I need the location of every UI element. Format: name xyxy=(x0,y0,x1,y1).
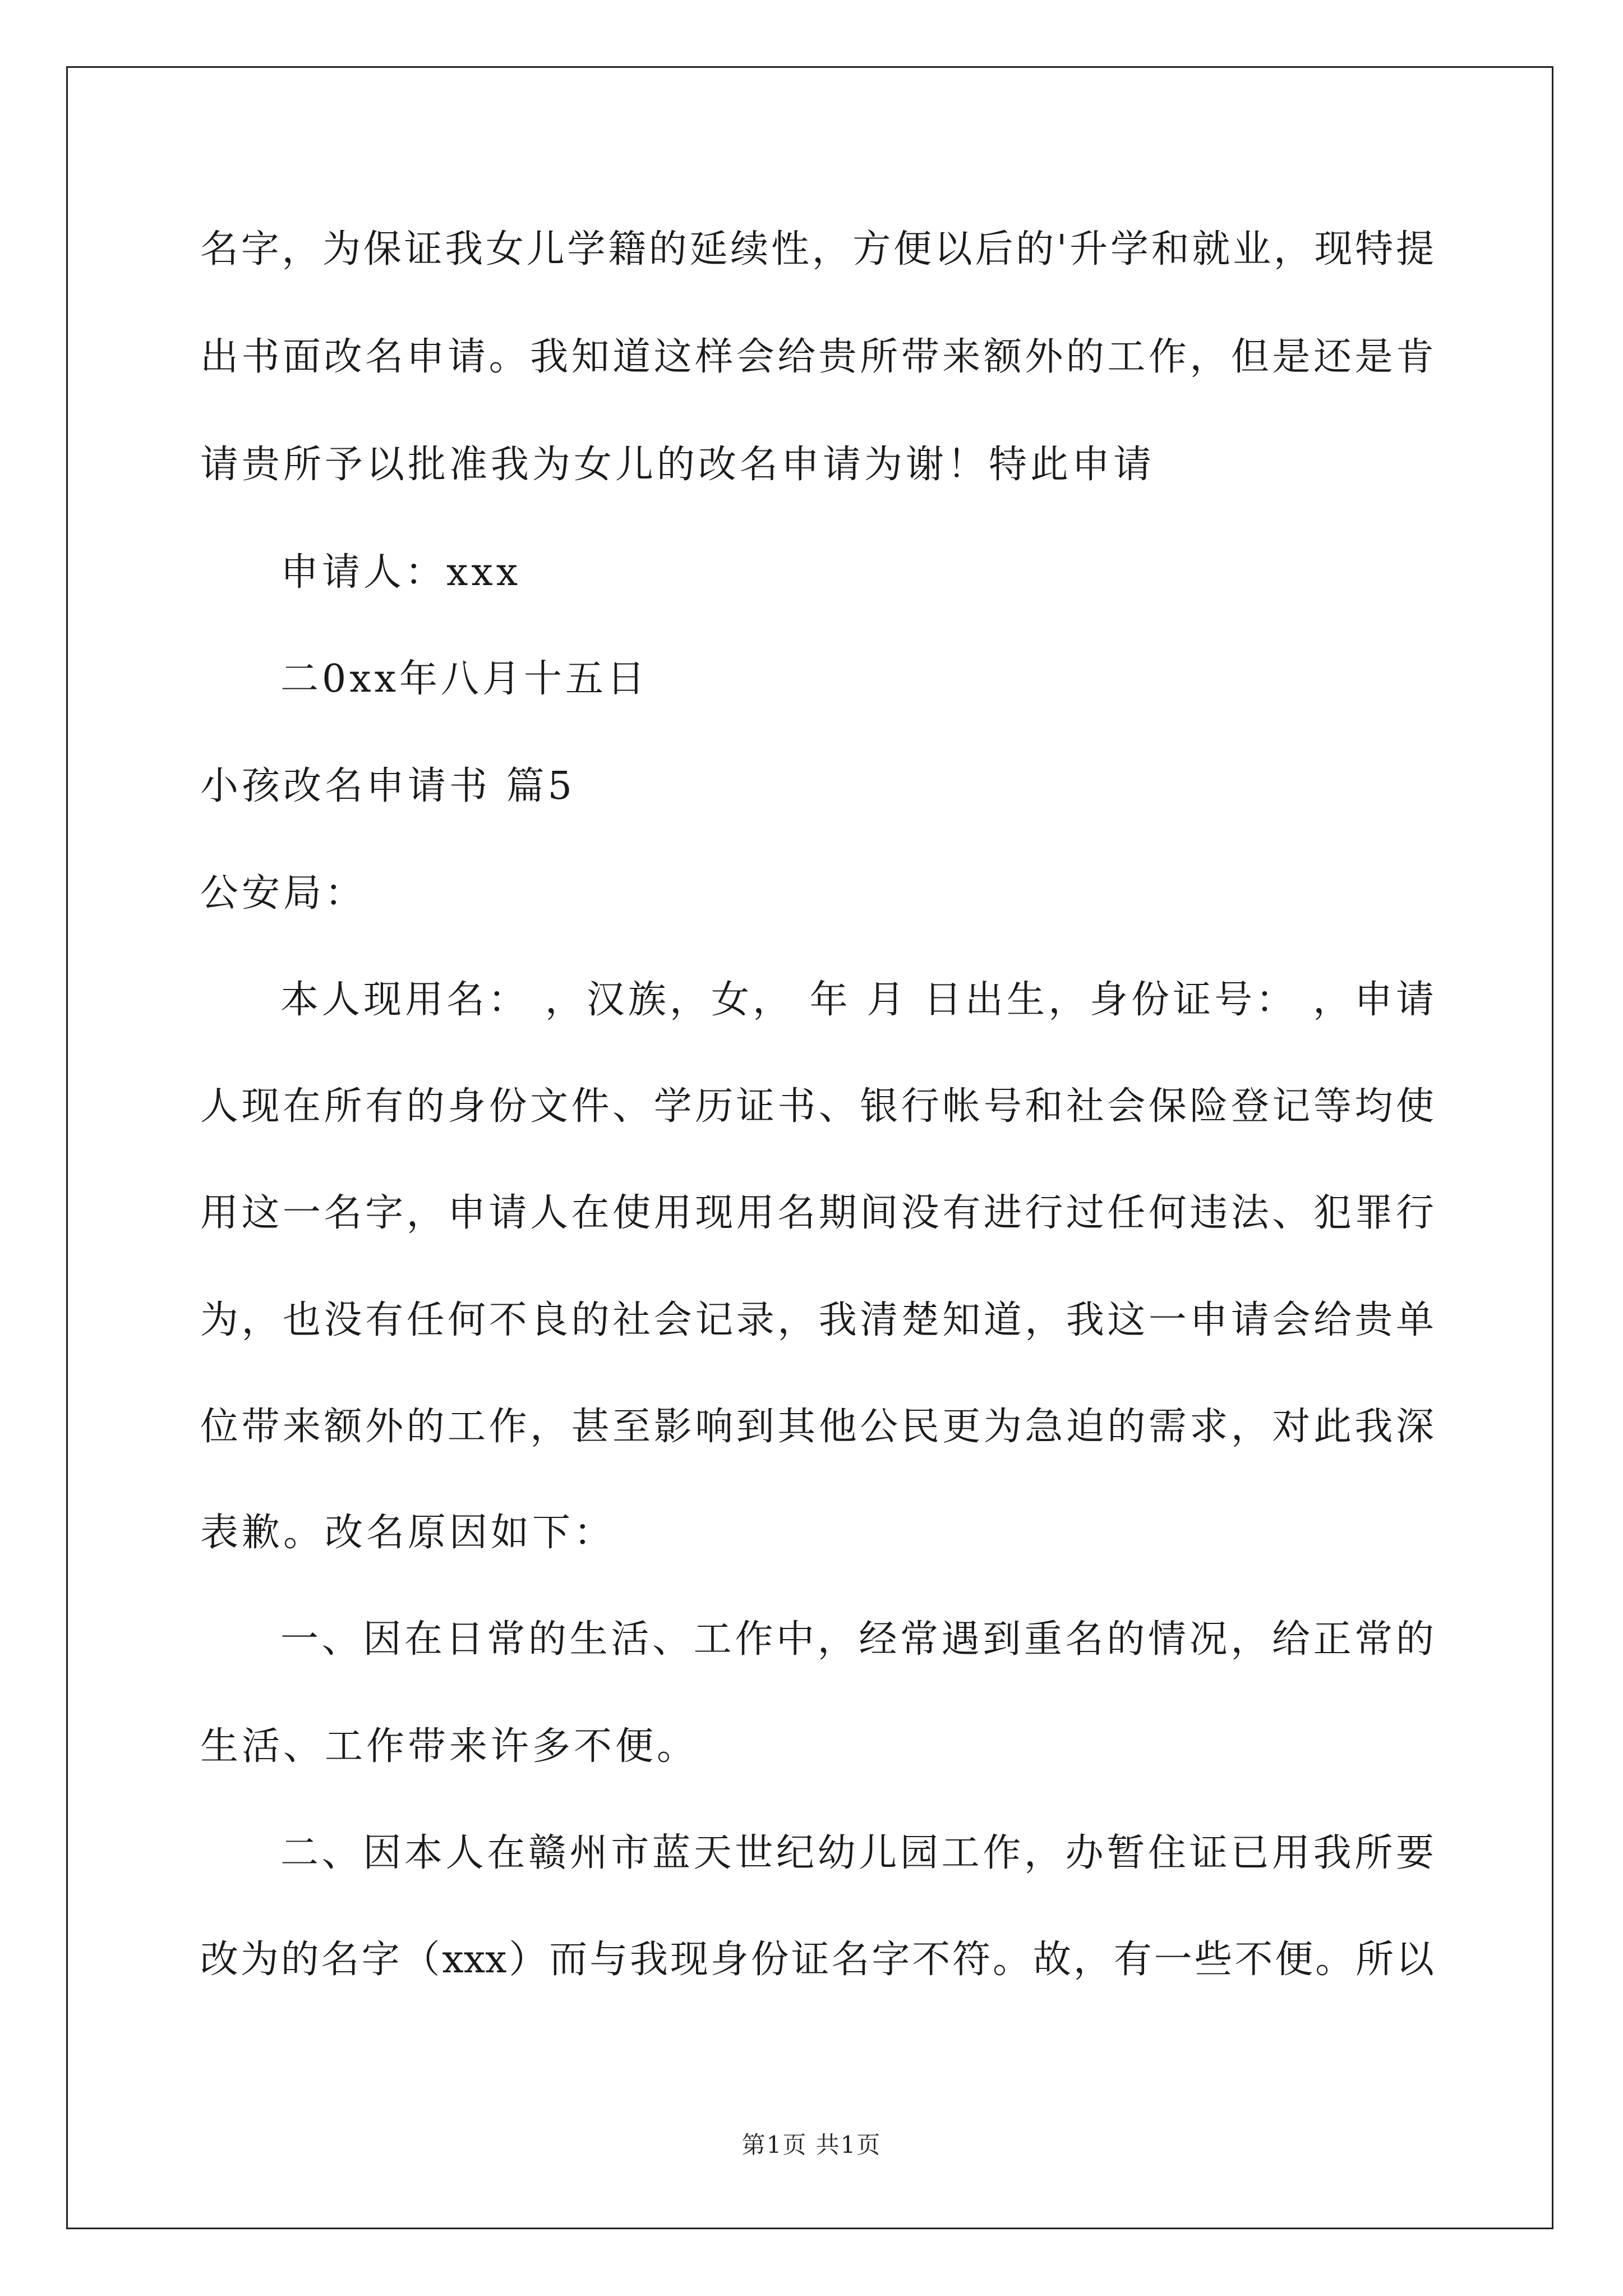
date-line: 二0xx年八月十五日 xyxy=(280,657,648,701)
body-line: 人现在所有的身份文件、学历证书、银行帐号和社会保险登记等均使 xyxy=(200,1084,1434,1129)
body-line: 请贵所予以批准我为女儿的改名申请为谢！特此申请 xyxy=(200,443,1155,487)
list-item-line: 一、因在日常的生活、工作中，经常遇到重名的情况，给正常的 xyxy=(280,1617,1434,1662)
list-item-line: 二、因本人在赣州市蓝天世纪幼儿园工作，办暂住证已用我所要 xyxy=(280,1831,1434,1875)
page-border xyxy=(66,66,1553,2229)
body-line: 用这一名字，申请人在使用现用名期间没有进行过任何违法、犯罪行 xyxy=(200,1191,1434,1235)
list-item-line: 生活、工作带来许多不便。 xyxy=(200,1724,699,1769)
addressee-line: 公安局： xyxy=(200,871,367,915)
page-footer: 第1页 共1页 xyxy=(741,2131,882,2159)
body-line: 出书面改名申请。我知道这样会给贵所带来额外的工作，但是还是肯 xyxy=(200,335,1434,379)
body-line: 本人现用名： ，汉族，女， 年 月 日出生，身份证号： ，申请 xyxy=(280,978,1434,1022)
body-line: 为，也没有任何不良的社会记录，我清楚知道，我这一申请会给贵单 xyxy=(200,1298,1434,1342)
signature-line: 申请人：xxx xyxy=(280,550,522,595)
body-line: 表歉。改名原因如下： xyxy=(200,1511,616,1555)
section-heading: 小孩改名申请书 篇5 xyxy=(200,764,575,808)
list-item-line: 改为的名字（xxx）而与我现身份证名字不符。故，有一些不便。所以 xyxy=(200,1938,1434,1982)
body-line: 名字，为保证我女儿学籍的延续性，方便以后的'升学和就业，现特提 xyxy=(200,227,1434,272)
body-line: 位带来额外的工作，甚至影响到其他公民更为急迫的需求，对此我深 xyxy=(200,1405,1434,1449)
